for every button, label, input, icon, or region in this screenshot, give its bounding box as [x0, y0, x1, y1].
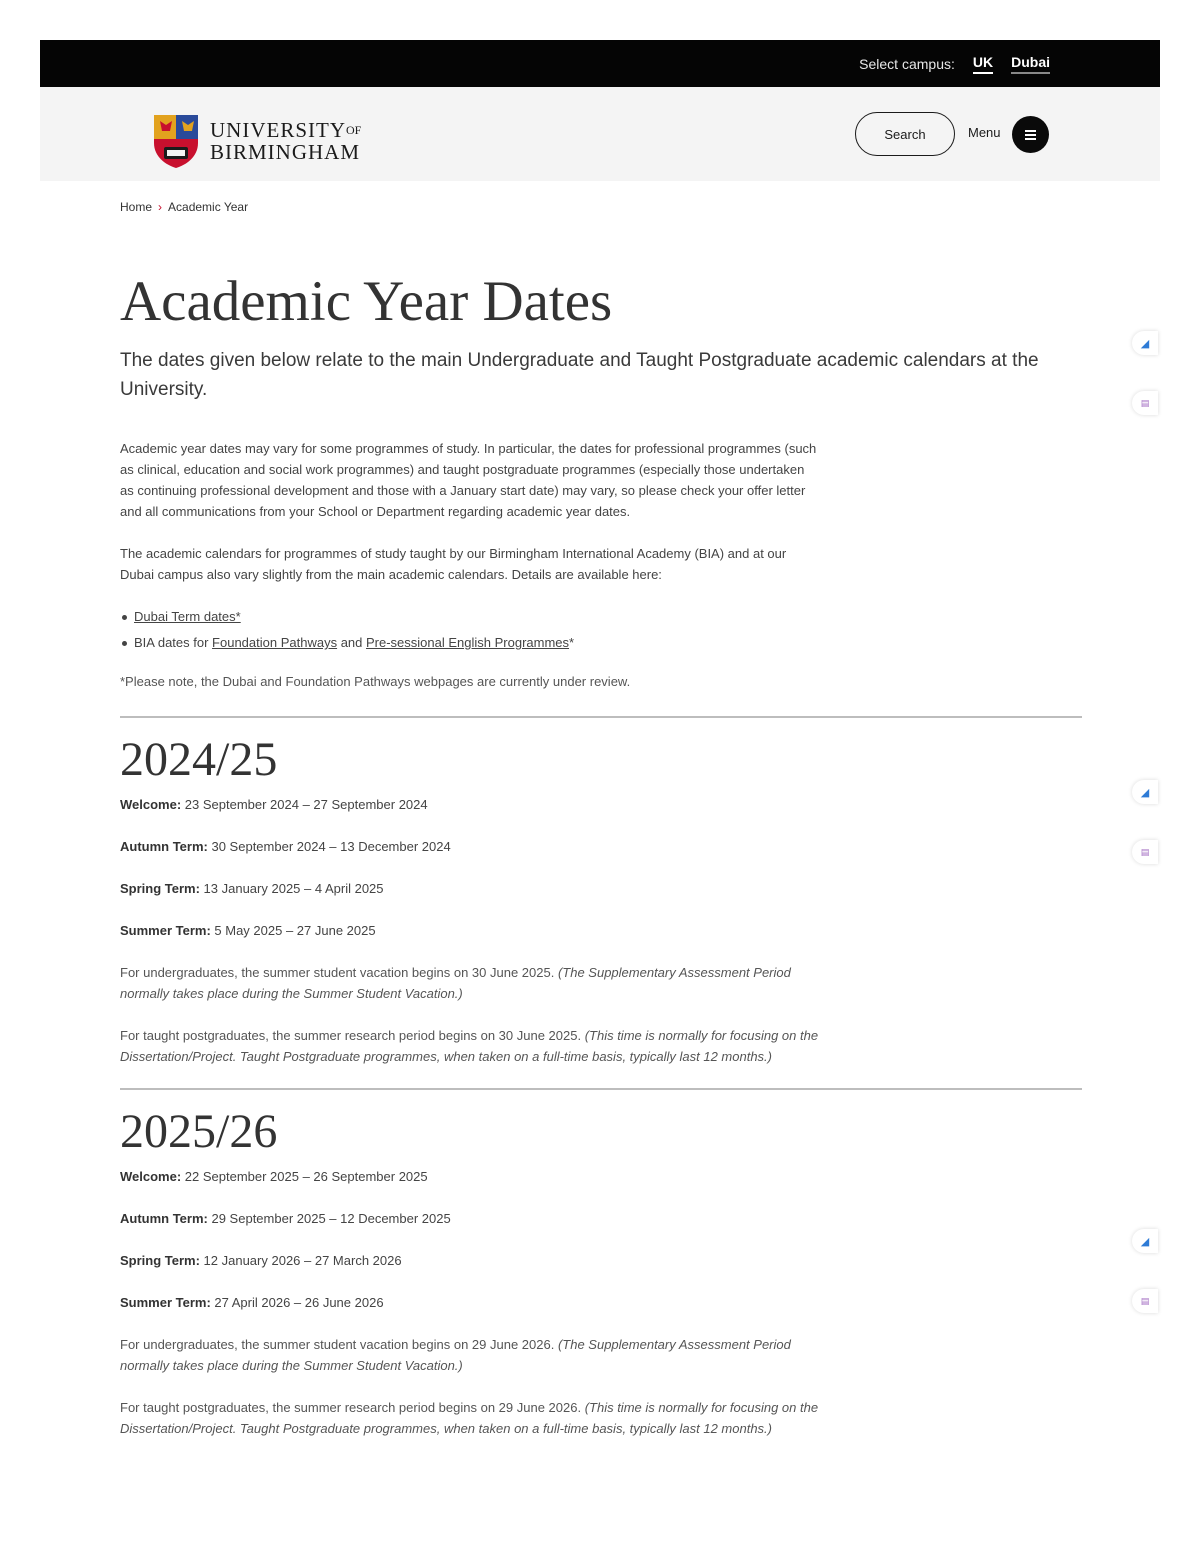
breadcrumb	[120, 200, 248, 214]
breadcrumb-current: Academic Year	[168, 200, 249, 214]
translate-icon[interactable]: ◢	[1132, 780, 1158, 804]
review-note: *Please note, the Dubai and Foundation Pathways webpages are currently under review.	[120, 674, 631, 689]
year-section-2025-26	[120, 1104, 1082, 1439]
bia-dubai-paragraph: The academic calendars for programmes of study taught by our Birmingham International Academy (BIA) and at our Dubai campus also vary slightly from the main academic calendars. Details are available here:	[120, 546, 787, 582]
reader-icon[interactable]: ▤	[1132, 840, 1158, 864]
translate-icon[interactable]: ◢	[1132, 1229, 1158, 1253]
breadcrumb-home[interactable]: Home	[120, 200, 153, 214]
summer-term-dates: Summer Term: 5 May 2025 – 27 June 2025	[120, 923, 376, 938]
section-divider	[120, 716, 1082, 718]
logo-line1: UNIVERSITY	[210, 118, 346, 142]
undergraduate-vacation-note: For undergraduates, the summer student vacation begins on 29 June 2026. (The Supplementary Assessment Period normally takes place during the Summer Student Vacation.)	[120, 1337, 791, 1373]
postgraduate-research-note: For taught postgraduates, the summer research period begins on 30 June 2025. (This time is normally for focusing on the Dissertation/Project. Taught Postgraduate programmes, when taken on a full-time basis, typically last 12 months.)	[120, 1028, 819, 1064]
reader-icon[interactable]: ▤	[1132, 1289, 1158, 1313]
list-item	[120, 630, 1082, 656]
year-heading: 2025/26	[120, 1105, 278, 1158]
main-content	[120, 262, 1082, 1460]
spring-term-dates: Spring Term: 12 January 2026 – 27 March 2026	[120, 1253, 402, 1268]
bia-dates-prefix: BIA dates for	[134, 635, 213, 650]
translate-icon[interactable]: ◢	[1132, 331, 1158, 355]
undergraduate-vacation-note: For undergraduates, the summer student vacation begins on 30 June 2025. (The Supplementary Assessment Period normally takes place during the Summer Student Vacation.)	[120, 965, 791, 1001]
dubai-term-dates-link[interactable]: Dubai Term dates*	[134, 609, 241, 624]
year-heading: 2024/25	[120, 733, 278, 786]
breadcrumb-separator: ›	[158, 200, 163, 214]
search-button[interactable]	[855, 112, 955, 156]
hamburger-icon	[1025, 134, 1036, 136]
select-campus-label: Select campus:	[859, 55, 955, 72]
floating-tools	[1132, 331, 1158, 451]
logo-line2: BIRMINGHAM	[210, 140, 361, 164]
floating-tools	[1132, 780, 1158, 900]
campus-dubai-link[interactable]: Dubai	[1011, 54, 1050, 74]
spring-term-dates: Spring Term: 13 January 2025 – 4 April 2025	[120, 881, 384, 896]
floating-tools	[1132, 1229, 1158, 1349]
bia-dates-suffix: *	[569, 635, 575, 650]
year-section-2024-25	[120, 732, 1082, 1067]
university-logo[interactable]	[152, 113, 361, 169]
search-button-label: Search	[884, 126, 926, 142]
intro-paragraph: Academic year dates may vary for some programmes of study. In particular, the dates for professional programmes (such as clinical, education and social work programmes) and taught postgraduate programmes (especially those undertaken as continuing professional development and those with a January start date) may vary, so please check your offer letter and all communications from your School or Department regarding academic year dates.	[120, 441, 817, 519]
welcome-dates: Welcome: 22 September 2025 – 26 September 2025	[120, 1169, 428, 1184]
site-header	[40, 87, 1160, 181]
reader-icon[interactable]: ▤	[1132, 391, 1158, 415]
campus-selector	[859, 40, 1050, 87]
autumn-term-dates: Autumn Term: 29 September 2025 – 12 December 2025	[120, 1211, 451, 1226]
welcome-dates: Welcome: 23 September 2024 – 27 September 2024	[120, 797, 428, 812]
section-divider	[120, 1088, 1082, 1090]
foundation-pathways-link[interactable]: Foundation Pathways	[212, 635, 338, 650]
campus-bar	[40, 40, 1160, 87]
calendar-links-list	[120, 604, 1082, 656]
bia-dates-and: and	[337, 635, 366, 650]
campus-uk-link[interactable]: UK	[973, 54, 993, 74]
presessional-english-link[interactable]: Pre-sessional English Programmes	[366, 635, 570, 650]
summer-term-dates: Summer Term: 27 April 2026 – 26 June 2026	[120, 1295, 384, 1310]
page-lede: The dates given below relate to the main Undergraduate and Taught Postgraduate academic calendars at the University.	[120, 350, 1039, 400]
menu-label[interactable]: Menu	[968, 125, 1001, 140]
crest-icon	[152, 113, 200, 169]
postgraduate-research-note: For taught postgraduates, the summer research period begins on 29 June 2026. (This time is normally for focusing on the Dissertation/Project. Taught Postgraduate programmes, when taken on a full-time basis, typically last 12 months.)	[120, 1400, 819, 1436]
logo-of: OF	[346, 123, 362, 137]
list-item	[120, 604, 1082, 630]
autumn-term-dates: Autumn Term: 30 September 2024 – 13 December 2024	[120, 839, 451, 854]
menu-button[interactable]	[1012, 116, 1049, 153]
page-title: Academic Year Dates	[120, 270, 613, 333]
